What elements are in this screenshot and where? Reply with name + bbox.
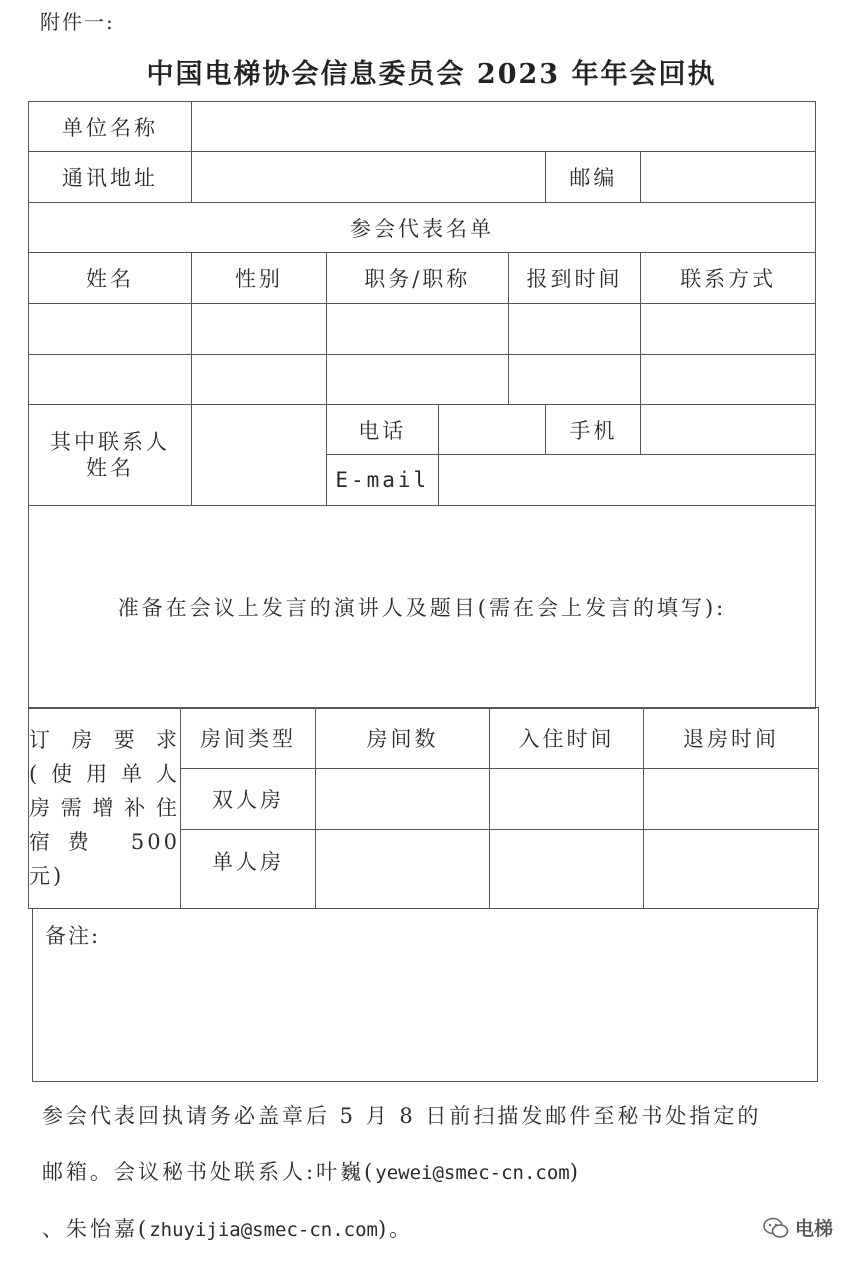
- page-title: 中国电梯协会信息委员会 2023 年年会回执: [146, 59, 717, 90]
- room-type-single: 单人房: [181, 830, 316, 909]
- footer-contact2-suffix: )。: [377, 1217, 414, 1241]
- room-type-double: 双人房: [181, 769, 316, 830]
- delegate-name-cell[interactable]: [29, 355, 192, 405]
- delegates-heading: 参会代表名单: [29, 203, 816, 253]
- check-out-cell[interactable]: [644, 769, 819, 830]
- footer-email-zhuyijia[interactable]: zhuyijia@smec-cn.com: [149, 1219, 378, 1241]
- footer-note-line3: [42, 1213, 413, 1243]
- delegate-contact-cell[interactable]: [641, 304, 816, 355]
- email-label: E-mail: [326, 455, 438, 506]
- col-room-count: 房间数: [316, 708, 490, 769]
- speech-section[interactable]: [29, 506, 816, 709]
- email-field[interactable]: [438, 455, 815, 506]
- col-name: 姓名: [29, 253, 192, 304]
- col-position: 职务/职称: [326, 253, 508, 304]
- footer-note-line1: 参会代表回执请务必盖章后 5 月 8 日前扫描发邮件至秘书处指定的: [42, 1104, 762, 1128]
- contact-person-label: [29, 405, 192, 506]
- check-out-cell[interactable]: [644, 830, 819, 909]
- unit-name-label: 单位名称: [29, 102, 192, 152]
- phone-label: 电话: [326, 405, 438, 455]
- col-gender: 性别: [192, 253, 327, 304]
- check-in-cell[interactable]: [490, 830, 644, 909]
- mobile-label: 手机: [546, 405, 641, 455]
- remarks-label: 备注:: [45, 924, 101, 948]
- delegate-arrival-cell[interactable]: [508, 355, 641, 405]
- col-check-in: 入住时间: [490, 708, 644, 769]
- speech-label: 准备在会议上发言的演讲人及题目(需在会上发言的填写):: [117, 596, 727, 620]
- address-label: 通讯地址: [29, 152, 192, 203]
- booking-label-line: 元): [29, 864, 65, 888]
- contact-person-label-line1: 其中联系人: [50, 430, 171, 454]
- phone-field[interactable]: [438, 405, 546, 455]
- col-room-type: 房间类型: [181, 708, 316, 769]
- delegate-position-cell[interactable]: [326, 355, 508, 405]
- attachment-label: 附件一:: [40, 10, 115, 34]
- col-check-out: 退房时间: [644, 708, 819, 769]
- delegate-row: [29, 355, 816, 405]
- booking-label-line: 订房要求: [29, 728, 180, 752]
- col-contact: 联系方式: [641, 253, 816, 304]
- check-in-cell[interactable]: [490, 769, 644, 830]
- postcode-field[interactable]: [641, 152, 816, 203]
- delegate-row: [29, 304, 816, 355]
- room-count-cell[interactable]: [316, 830, 490, 909]
- contact-person-name-field[interactable]: [192, 405, 327, 506]
- footer-contact2-prefix: 、朱怡嘉(: [42, 1217, 150, 1241]
- delegate-contact-cell[interactable]: [641, 355, 816, 405]
- contact-person-label-line2: 姓名: [86, 456, 135, 480]
- footer-email-yewei[interactable]: yewei@smec-cn.com: [375, 1162, 570, 1184]
- delegate-arrival-cell[interactable]: [508, 304, 641, 355]
- booking-requirements-label: [29, 708, 181, 909]
- delegate-position-cell[interactable]: [326, 304, 508, 355]
- delegate-name-cell[interactable]: [29, 304, 192, 355]
- booking-label-line: 房需增补住: [29, 796, 180, 820]
- footer-contact-prefix: 邮箱。会议秘书处联系人:叶巍(: [42, 1160, 376, 1184]
- address-field[interactable]: [192, 152, 546, 203]
- col-arrival-time: 报到时间: [508, 253, 641, 304]
- watermark: [763, 1214, 833, 1241]
- registration-form-table: [28, 101, 816, 709]
- delegate-gender-cell[interactable]: [192, 304, 327, 355]
- booking-label-line: 宿费 500: [29, 830, 180, 854]
- delegate-gender-cell[interactable]: [192, 355, 327, 405]
- postcode-label: 邮编: [546, 152, 641, 203]
- room-count-cell[interactable]: [316, 769, 490, 830]
- footer-contact-suffix: ): [569, 1160, 581, 1184]
- wechat-icon: [763, 1217, 789, 1239]
- mobile-field[interactable]: [641, 405, 816, 455]
- footer-note-line2: [42, 1156, 581, 1186]
- booking-label-line: (使用单人: [29, 762, 180, 786]
- unit-name-field[interactable]: [192, 102, 816, 152]
- watermark-text: 电梯: [794, 1218, 833, 1240]
- booking-table: [28, 707, 819, 909]
- remarks-section[interactable]: [32, 908, 818, 1082]
